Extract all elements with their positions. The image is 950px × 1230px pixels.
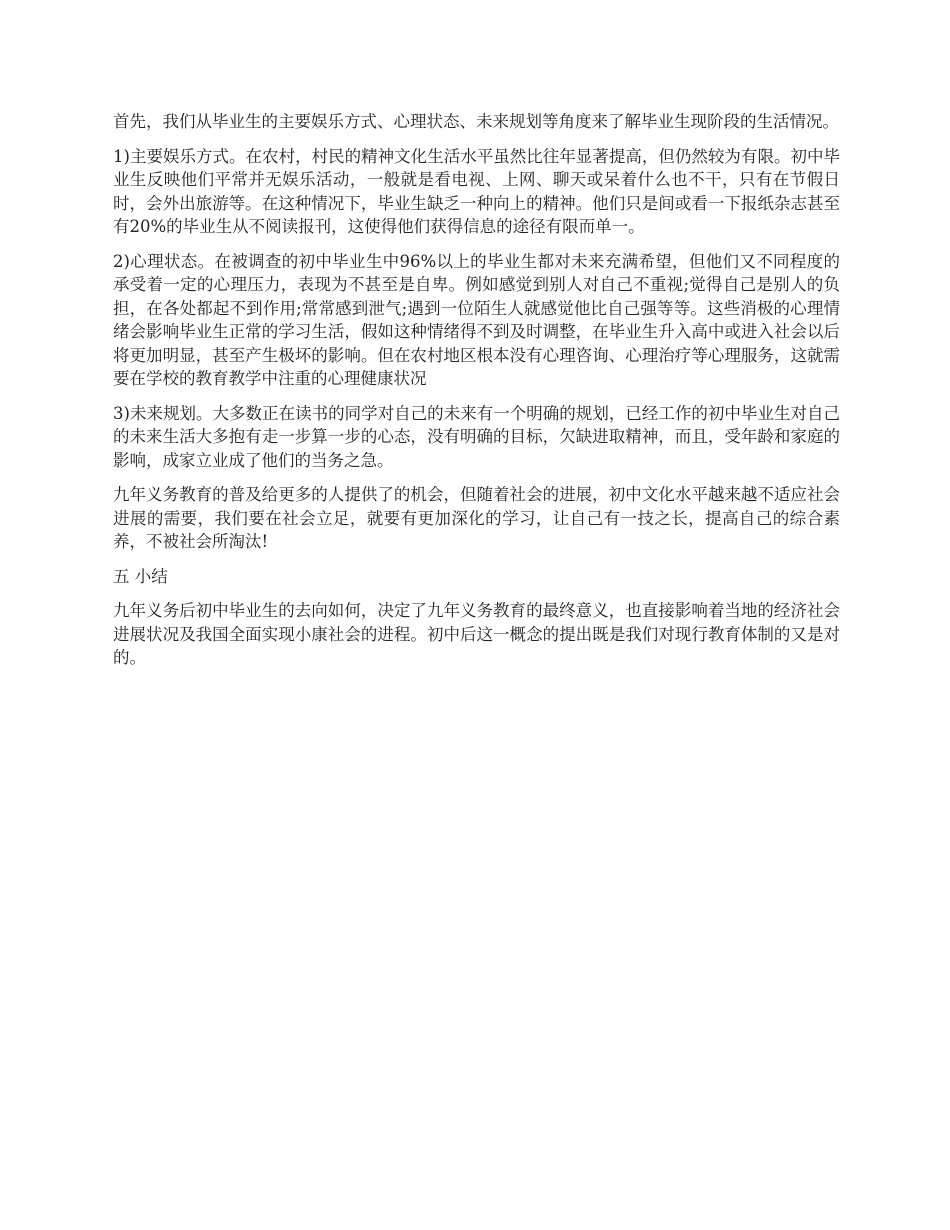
closing-paragraph: 九年义务后初中毕业生的去向如何，决定了九年义务教育的最终意义，也直接影响着当地的经济社会进展状况及我国全面实现小康社会的进程。初中后这一概念的提出既是我们对现行教育体制的又是对的。: [113, 601, 840, 667]
document-page: [113, 110, 840, 681]
entertainment-paragraph: 1)主要娱乐方式。在农村，村民的精神文化生活水平虽然比往年显著提高，但仍然较为有限。初中毕业生反映他们平常并无娱乐活动，一般就是看电视、上网、聊天或呆着什么也不干，只有在节假日时，会外出旅游等。在这种情况下，毕业生缺乏一种向上的精神。他们只是间或看一下报纸杂志甚至有20%的毕业生从不阅读报刊，这使得他们获得信息的途径有限而单一。: [113, 146, 840, 236]
education-paragraph: 九年义务教育的普及给更多的人提供了的机会，但随着社会的进展，初中文化水平越来越不适应社会进展的需要，我们要在社会立足，就要有更加深化的学习，让自己有一技之长，提高自己的综合素养，不被社会所淘汰!: [113, 485, 840, 551]
intro-paragraph: 首先，我们从毕业生的主要娱乐方式、心理状态、未来规划等角度来了解毕业生现阶段的生活情况。: [113, 112, 839, 131]
future-plan-paragraph: 3)未来规划。大多数正在读书的同学对自己的未来有一个明确的规划，已经工作的初中毕业生对自己的未来生活大多抱有走一步算一步的心态，没有明确的目标，欠缺进取精神，而且，受年龄和家庭的影响，成家立业成了他们的当务之急。: [113, 403, 840, 470]
psychology-paragraph: 2)心理状态。在被调查的初中毕业生中96%以上的毕业生都对未来充满希望，但他们又不同程度的承受着一定的心理压力，表现为不甚至是自卑。例如感觉到别人对自己不重视;觉得自己是别人的负担，在各处都起不到作用;常常感到泄气;遇到一位陌生人就感觉他比自己强等等。这些消极的心理情绪会影响毕业生正常的学习生活，假如这种情绪得不到及时调整，在毕业生升入高中或进入社会以后将更加明显，甚至产生极坏的影响。但在农村地区根本没有心理咨询、心理治疗等心理服务，这就需要在学校的教育教学中注重的心理健康状况: [113, 251, 840, 388]
section-heading: 五 小结: [113, 566, 168, 586]
